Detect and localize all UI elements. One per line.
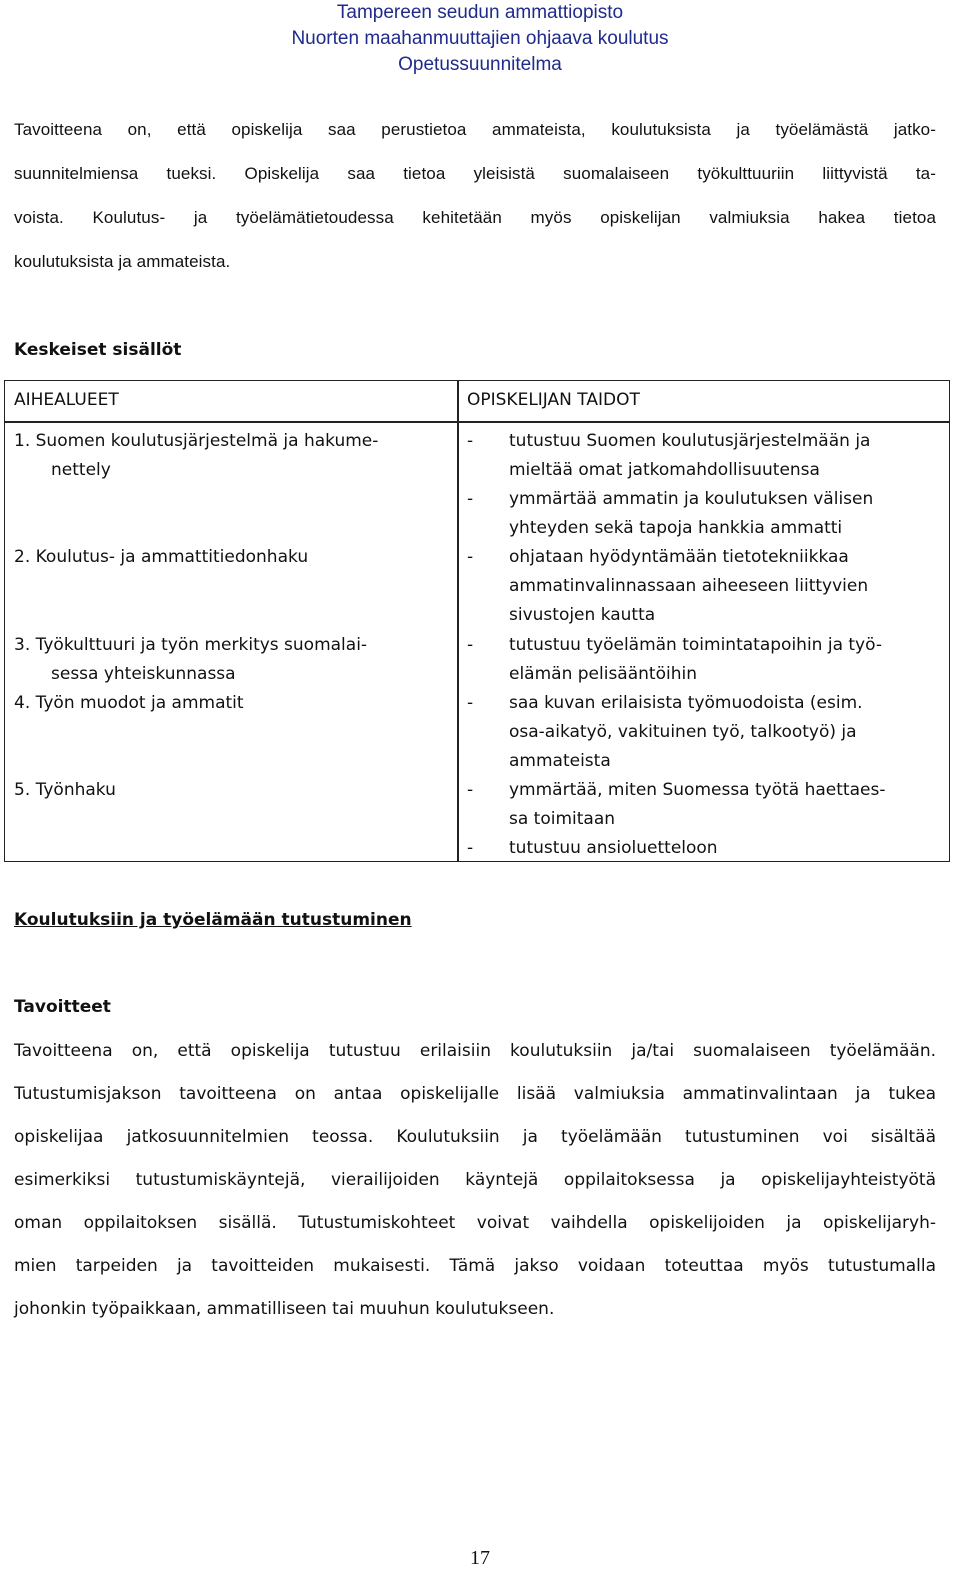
bullet-dash: - [467,693,474,713]
body-line: Tavoitteena on, että opiskelija tutustuu erilaisiin koulutuksiin ja/tai suomalaiseen työelämään. [14,1041,936,1061]
skill-line: tutustuu Suomen koulutusjärjestelmään ja [509,431,871,451]
skill-line: tutustuu ansioluetteloon [509,838,718,858]
section-heading-introduction: Koulutuksiin ja työelämään tutustuminen [14,910,412,930]
skill-line: tutustuu työelämän toimintatapoihin ja työ- [509,635,882,655]
body-line: mien tarpeiden ja tavoitteiden mukaisesti. Tämä jakso voidaan toteuttaa myös tutustumalla [14,1256,936,1276]
header-program: Nuorten maahanmuuttajien ohjaava koulutus [291,28,669,49]
topic-line: 2. Koulutus- ja ammattitiedonhaku [14,547,309,567]
skill-line: sivustojen kautta [509,605,656,625]
header-document-type: Opetussuunnitelma [398,54,562,75]
bullet-dash: - [467,635,474,655]
skill-line: saa kuvan erilaisista työmuodoista (esim. [509,693,863,713]
body-line: opiskelijaa jatkosuunnitelmien teossa. Koulutuksiin ja työelämään tutustuminen voi sisältää [14,1127,936,1147]
page-number: 17 [470,1547,490,1569]
table-header-topics: AIHEALUEET [14,390,119,410]
header-institution: Tampereen seudun ammattiopisto [336,2,624,23]
intro-line: koulutuksista ja ammateista. [14,252,231,271]
content-table [4,380,950,862]
skill-line: ammatinvalinnassaan aiheeseen liittyvien [509,576,869,596]
skill-line: yhteyden sekä tapoja hankkia ammatti [509,518,843,538]
table-column-divider [457,381,459,861]
running-header [0,0,960,78]
skill-line: ymmärtää, miten Suomessa työtä haettaes- [509,780,886,800]
skill-line: ymmärtää ammatin ja koulutuksen välisen [509,489,874,509]
intro-line: suunnitelmiensa tueksi. Opiskelija saa tietoa yleisistä suomalaiseen työkulttuuriin liittyvistä ta- [14,164,936,183]
topic-line: 1. Suomen koulutusjärjestelmä ja hakume- [14,431,379,451]
skill-line: osa-aikatyö, vakituinen työ, talkootyö) ja [509,722,857,742]
table-header-skills: OPISKELIJAN TAIDOT [467,390,640,410]
topic-line: sessa yhteiskunnassa [51,664,236,684]
intro-line: voista. Koulutus- ja työelämätietoudessa kehitetään myös opiskelijan valmiuksia hakea tietoa [14,208,936,227]
intro-line: Tavoitteena on, että opiskelija saa perustietoa ammateista, koulutuksista ja työelämästä jatko- [14,120,936,139]
bullet-dash: - [467,780,474,800]
bullet-dash: - [467,489,474,509]
skill-line: ammateista [509,751,611,771]
skill-line: elämän pelisääntöihin [509,664,697,684]
table-header-divider [5,421,949,423]
body-line: johonkin työpaikkaan, ammatilliseen tai muuhun koulutukseen. [14,1299,555,1319]
body-line: Tutustumisjakson tavoitteena on antaa opiskelijalle lisää valmiuksia ammatinvalintaan ja tukea [14,1084,936,1104]
bullet-dash: - [467,431,474,451]
body-line: esimerkiksi tutustumiskäyntejä, vierailijoiden käyntejä oppilaitoksessa ja opiskelijayhteistyötä [14,1170,936,1190]
subheading-goals: Tavoitteet [14,997,111,1017]
topic-line: 3. Työkulttuuri ja työn merkitys suomalai- [14,635,368,655]
topic-line: 4. Työn muodot ja ammatit [14,693,244,713]
body-line: oman oppilaitoksen sisällä. Tutustumiskohteet voivat vaihdella opiskelijoiden ja opiskelijaryh- [14,1213,936,1233]
topic-line: nettely [51,460,111,480]
bullet-dash: - [467,547,474,567]
topic-line: 5. Työnhaku [14,780,116,800]
section-heading-core-content: Keskeiset sisällöt [14,340,182,360]
skill-line: sa toimitaan [509,809,616,829]
skill-line: ohjataan hyödyntämään tietotekniikkaa [509,547,849,567]
bullet-dash: - [467,838,474,858]
skill-line: mieltää omat jatkomahdollisuutensa [509,460,820,480]
